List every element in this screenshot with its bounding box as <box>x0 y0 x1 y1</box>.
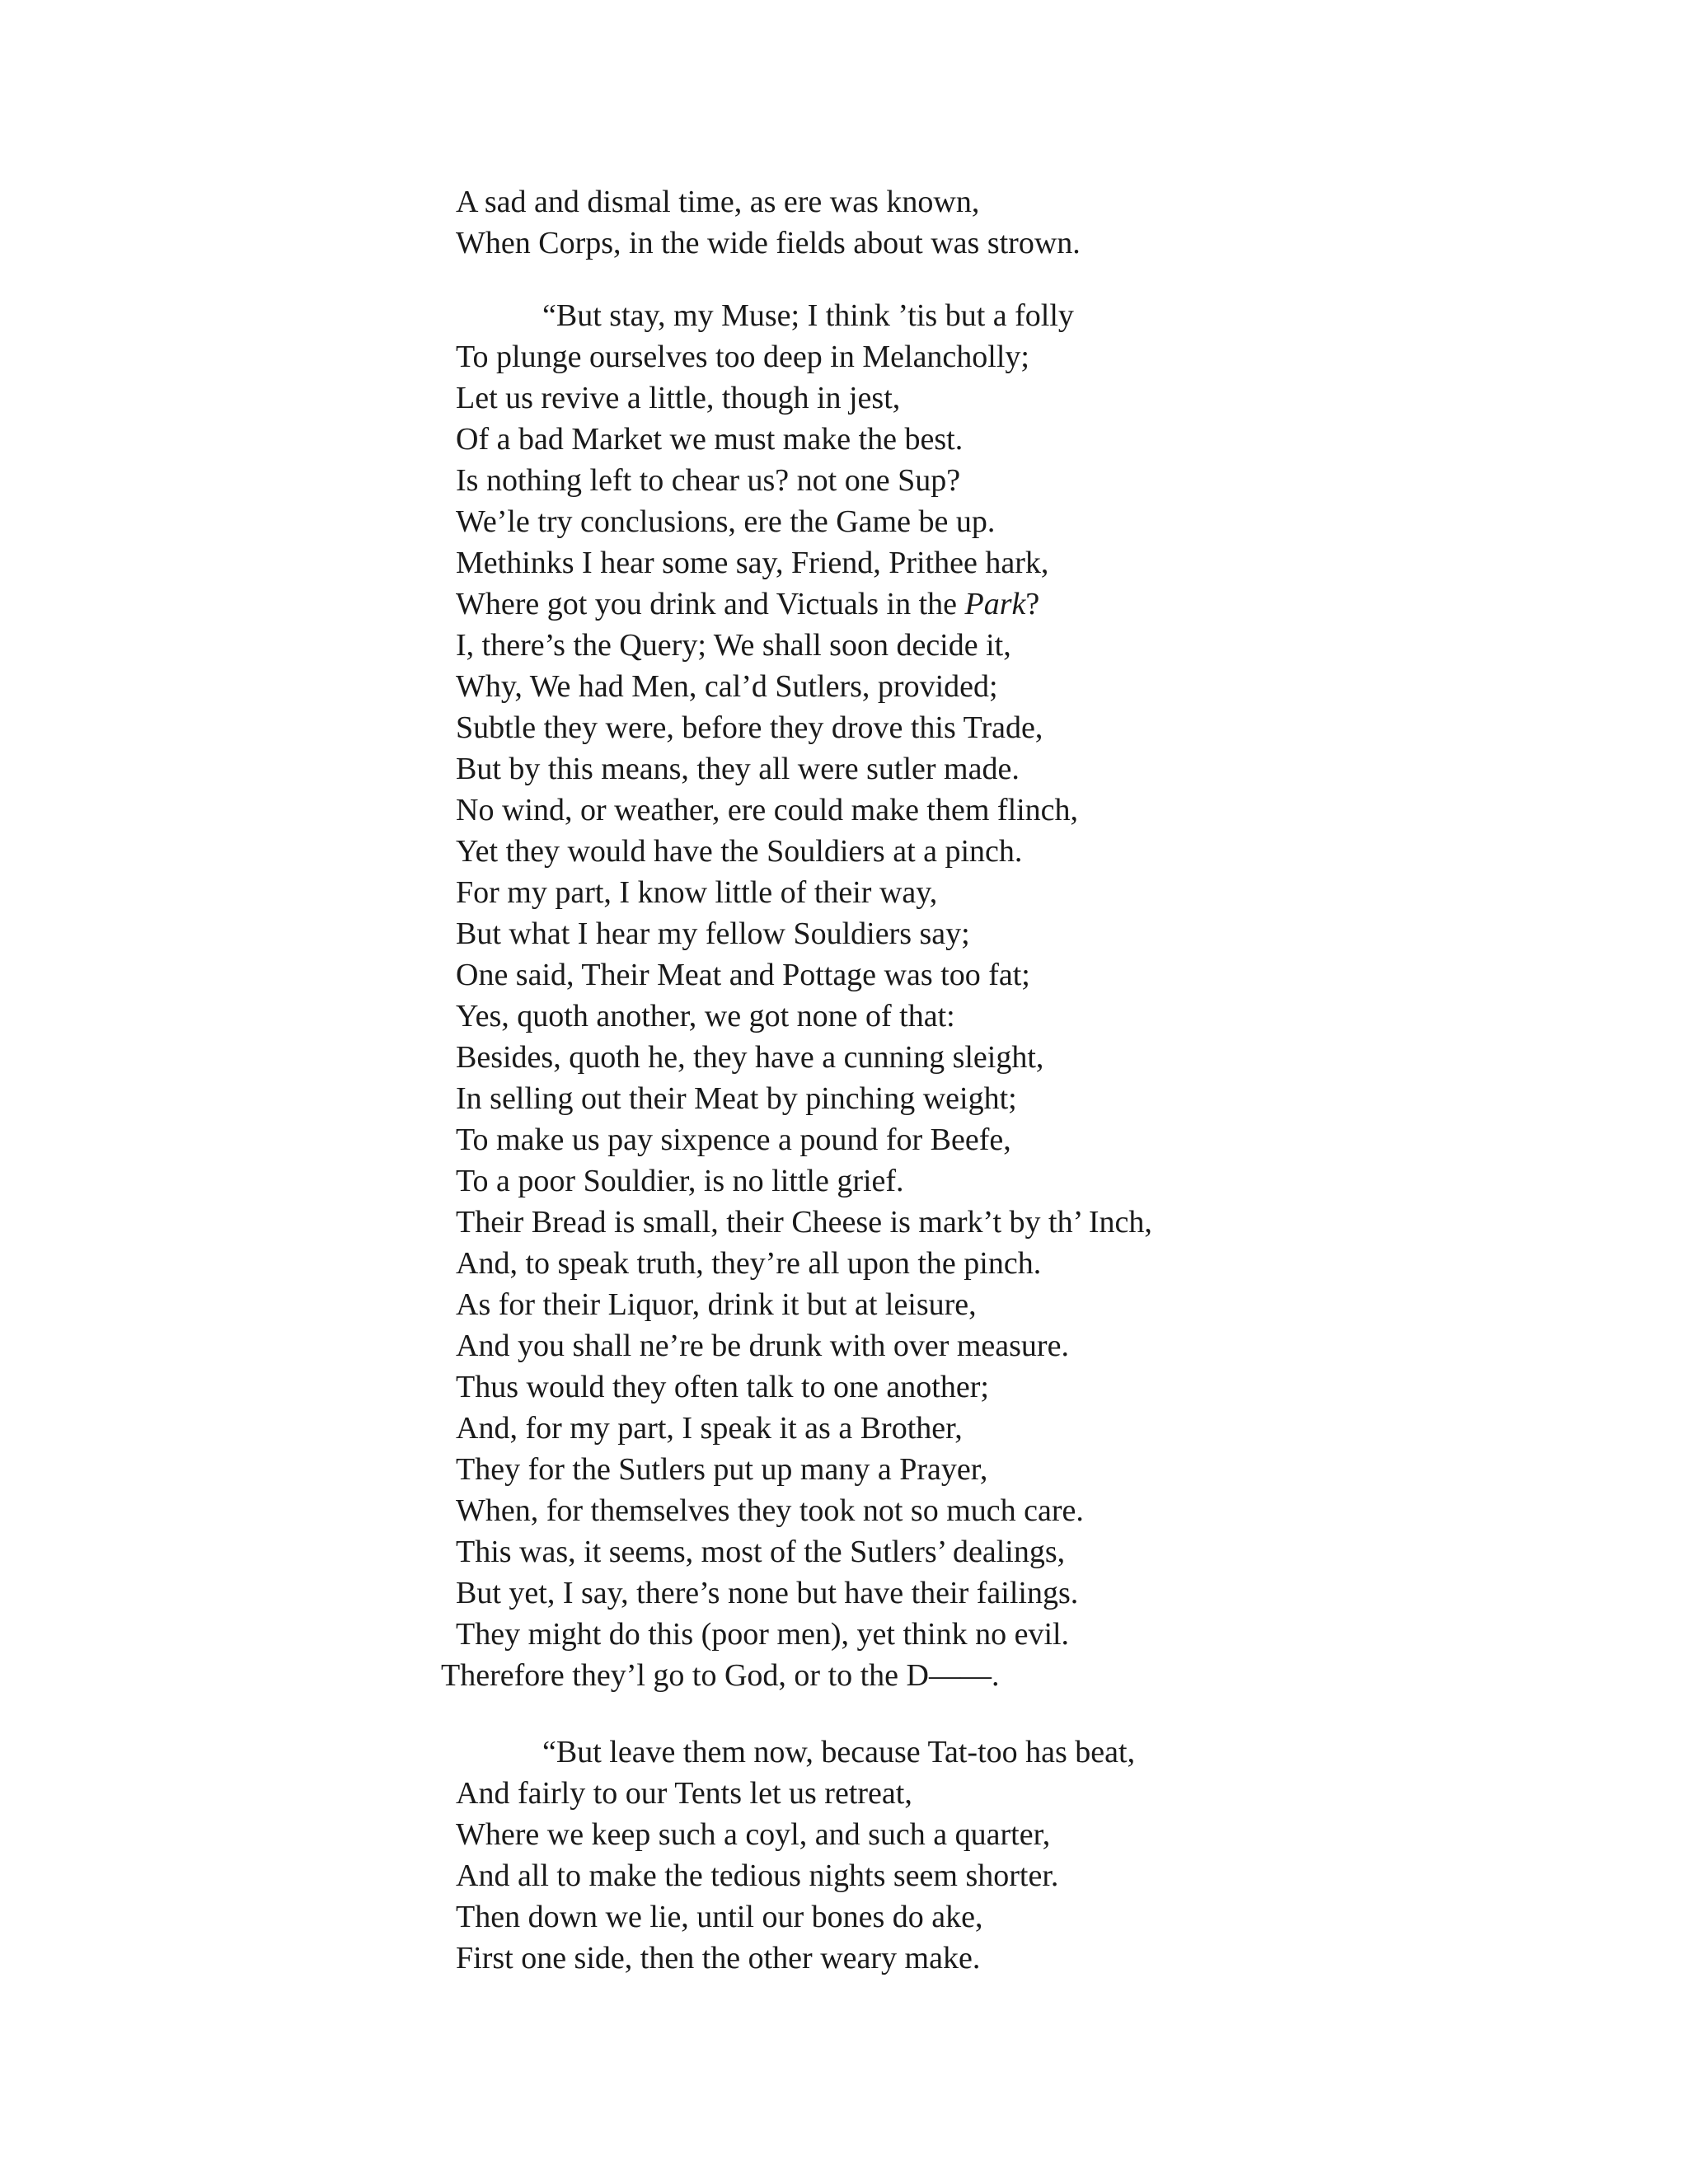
poem-line: No wind, or weather, ere could make them flinch, <box>456 793 1079 827</box>
poem-line: For my part, I know little of their way, <box>456 875 938 910</box>
poem-line: And all to make the tedious nights seem shorter. <box>456 1858 1059 1893</box>
poem-line: Subtle they were, before they drove this Trade, <box>456 710 1043 745</box>
stanza-1-clip <box>0 0 1688 218</box>
poem-line: Methinks I hear some say, Friend, Prithee hark, <box>456 546 1049 580</box>
poem-line-text: Where got you drink and Victuals in the <box>456 587 965 621</box>
poem-line: But by this means, they all were sutler made. <box>456 752 1020 786</box>
poem-line: Yet they would have the Souldiers at a pinch. <box>456 834 1023 869</box>
poem-line: And fairly to our Tents let us retreat, <box>456 1776 912 1811</box>
poem-line: To make us pay sixpence a pound for Beefe, <box>456 1122 1011 1157</box>
poem-line: To plunge ourselves too deep in Melancholly; <box>456 340 1029 374</box>
poem-line: When Corps, in the wide fields about was strown. <box>456 226 1081 260</box>
poem-line: In selling out their Meat by pinching weight; <box>456 1081 1017 1116</box>
poem-line: One said, Their Meat and Pottage was too fat; <box>456 958 1030 992</box>
poem-line: Then down we lie, until our bones do ake, <box>456 1900 983 1934</box>
poem-line: I, there’s the Query; We shall soon decide it, <box>456 628 1011 663</box>
poem-line: Why, We had Men, cal’d Sutlers, provided; <box>456 669 998 704</box>
poem-line <box>456 583 1039 625</box>
poem-line: This was, it seems, most of the Sutlers’ dealings, <box>456 1535 1066 1569</box>
poem-line: When, for themselves they took not so much care. <box>456 1493 1084 1528</box>
poem-line-punct: ? <box>1025 587 1040 621</box>
poem-line: Thus would they often talk to one another; <box>456 1370 989 1404</box>
poem-line: Their Bread is small, their Cheese is mark’t by th’ Inch, <box>456 1205 1152 1240</box>
poem-line: Where we keep such a coyl, and such a quarter, <box>456 1817 1051 1852</box>
poem-line-outdented: Therefore they’l go to God, or to the D——. <box>441 1658 1000 1693</box>
poem-line: And, for my part, I speak it as a Brother, <box>456 1411 963 1446</box>
poem-line: We’le try conclusions, ere the Game be up. <box>456 504 996 539</box>
poem-line: Is nothing left to chear us? not one Sup? <box>456 463 961 498</box>
poem-line: And you shall ne’re be drunk with over measure. <box>456 1329 1069 1363</box>
poem-line: To a poor Souldier, is no little grief. <box>456 1164 904 1198</box>
poem-line: And, to speak truth, they’re all upon the pinch. <box>456 1246 1042 1281</box>
poem-line: But yet, I say, there’s none but have their failings. <box>456 1576 1079 1610</box>
poem-line: A sad and dismal time, as ere was known, <box>456 185 980 218</box>
poem-line: Yes, quoth another, we got none of that: <box>456 999 955 1033</box>
poem-line: But what I hear my fellow Souldiers say; <box>456 916 970 951</box>
poem-line-indented: “But stay, my Muse; I think ’tis but a folly <box>542 298 1074 333</box>
poem-line: As for their Liquor, drink it but at leisure, <box>456 1287 977 1322</box>
poem-line: First one side, then the other weary make. <box>456 1941 981 1975</box>
poem-line: Besides, quoth he, they have a cunning sleight, <box>456 1040 1044 1075</box>
poem-italic-park: Park <box>964 587 1026 621</box>
poem-line: They for the Sutlers put up many a Prayer, <box>456 1452 988 1487</box>
poem-line: Let us revive a little, though in jest, <box>456 381 901 415</box>
poem-line: Of a bad Market we must make the best. <box>456 422 964 457</box>
poem-line: They might do this (poor men), yet think no evil. <box>456 1617 1070 1652</box>
poem-line-indented: “But leave them now, because Tat-too has beat, <box>542 1735 1136 1769</box>
